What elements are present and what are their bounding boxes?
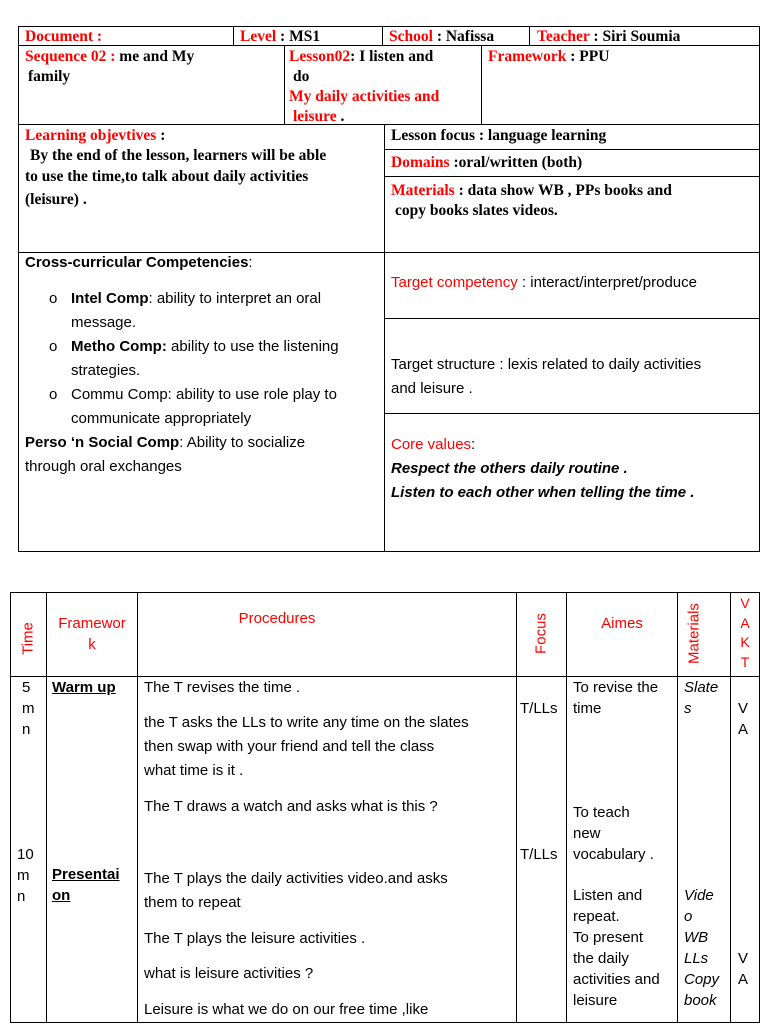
header-aimes: Aimes [601, 615, 643, 632]
target-competency-value: : interact/interpret/produce [517, 274, 697, 291]
header-framework-line2: k [88, 636, 96, 653]
materials [391, 181, 756, 221]
core-values-label: Core values [391, 436, 472, 453]
procedure-step-line: what time is it . [144, 762, 244, 779]
aim-line: the daily [573, 950, 629, 967]
aim-revise [573, 677, 677, 719]
vakt-item: A [738, 971, 749, 988]
vakt-item: A [738, 721, 749, 738]
time-unit: m [22, 700, 35, 717]
time-warmup [22, 677, 35, 740]
framework-label: Framework [488, 48, 567, 65]
procedure-steps [144, 676, 514, 1022]
target-structure-line2: and leisure . [391, 380, 473, 397]
procedure-step: The T draws a watch and asks what is this ? [144, 798, 438, 815]
procedure-step [144, 711, 514, 783]
sequence-label: Sequence 02 : [25, 48, 116, 65]
aim-line: repeat. [573, 908, 620, 925]
header-vakt-t: T [740, 653, 750, 670]
materials-label: Materials [391, 182, 455, 199]
aim-line: Listen and [573, 887, 643, 904]
material-item: book [684, 992, 717, 1009]
lesson-value-line1: : I listen and [350, 48, 434, 65]
domains-label: Domains [391, 154, 450, 171]
aim-line: time [573, 700, 602, 717]
framework-value: PPU [579, 48, 610, 65]
core-values-line2: Listen to each other when telling the time . [391, 484, 695, 501]
competency-text-line2: strategies. [71, 362, 141, 379]
time-value: 10 [17, 846, 34, 863]
aim-line: To revise the [573, 679, 659, 696]
focus-presentation: T/LLs [520, 846, 558, 863]
procedure-step-line: then swap with your friend and tell the class [144, 738, 435, 755]
time-unit: n [17, 888, 26, 905]
competency-commu [25, 383, 383, 431]
header-materials: Materials [685, 603, 703, 664]
framework-presentation [52, 864, 120, 906]
lesson-title-line1: My daily activities and [289, 88, 440, 105]
aim-vocabulary [573, 802, 677, 865]
header-vakt-k: K [740, 634, 750, 650]
vakt-item: V [738, 700, 749, 717]
social-text-line1: : Ability to socialize [179, 434, 306, 451]
competency-list [25, 287, 383, 479]
vakt-item: V [738, 950, 749, 967]
core-values [391, 433, 756, 505]
school-field [389, 27, 494, 47]
domains-value: :oral/written (both) [449, 154, 583, 171]
bullet-icon: o [49, 338, 58, 355]
aim-line: To present [573, 929, 644, 946]
header-vakt-v: V [740, 595, 750, 611]
bullet-icon: o [49, 290, 58, 307]
aim-line: new [573, 825, 601, 842]
lesson-focus-label: Lesson focus : [391, 127, 485, 144]
sequence-value-line2: family [28, 68, 71, 85]
objectives-line3: (leisure) . [25, 191, 87, 208]
header-framework [47, 613, 137, 655]
header-time: Time [19, 622, 37, 655]
material-item: o [684, 908, 693, 925]
framework-sep: : [566, 48, 580, 65]
aim-line: leisure [573, 992, 618, 1009]
materials-value-line1: : data show WB , PPs books and [454, 182, 672, 199]
objectives-label-sep: : [156, 127, 166, 144]
target-structure-line1: Target structure : lexis related to daily activities [391, 356, 702, 373]
school-value: Nafissa [445, 28, 495, 45]
level-label: Level [240, 28, 277, 45]
materials-presentation [684, 885, 719, 1011]
time-value: 5 [22, 679, 31, 696]
target-competency [391, 271, 697, 295]
material-item: LLs [684, 950, 709, 967]
objectives-line2: to use the time,to talk about daily activities [25, 168, 309, 185]
lesson-label: Lesson02 [289, 48, 351, 65]
target-structure [391, 353, 756, 401]
competencies-title-sep: : [248, 254, 253, 271]
procedure-step: Leisure is what we do on our free time ,like [144, 1001, 429, 1018]
lesson-value-line2: do [293, 68, 310, 85]
competency-text-line2: message. [71, 314, 137, 331]
social-label: Perso ‘n Social Comp [25, 434, 180, 451]
teacher-sep: : [589, 28, 603, 45]
header-procedures: Procedures [238, 610, 316, 627]
competency-text-line2: communicate appropriately [71, 410, 252, 427]
procedure-step-line: the T asks the LLs to write any time on the slates [144, 714, 469, 731]
lesson-field [289, 47, 479, 127]
level-value: MS1 [289, 28, 321, 45]
framework-presentation-line1: Presentai [52, 866, 120, 883]
social-text-line2: through oral exchanges [25, 458, 182, 475]
school-sep: : [432, 28, 446, 45]
header-vakt-a: A [740, 614, 750, 631]
teacher-field [537, 27, 680, 47]
competency-social [25, 431, 383, 479]
competency-label: Intel Comp [71, 290, 149, 307]
competency-metho [25, 335, 383, 383]
competencies-title: Cross-curricular Competencies [25, 254, 249, 271]
objectives-line1: By the end of the lesson, learners will be able [30, 147, 327, 164]
competency-text-line1: Commu Comp: ability to use role play to [71, 386, 337, 403]
material-item: Slate [684, 679, 719, 696]
competency-intel [25, 287, 383, 335]
vakt-presentation [738, 948, 748, 990]
procedure-step [144, 867, 514, 915]
time-unit: m [17, 867, 30, 884]
lesson-focus [391, 126, 606, 146]
header-vakt [731, 594, 759, 672]
sequence-field [25, 47, 280, 87]
vakt-warmup [738, 698, 748, 740]
material-item: s [684, 700, 692, 717]
school-label: School [389, 28, 433, 45]
aim-listen [573, 885, 677, 1011]
aim-line: To teach [573, 804, 630, 821]
time-presentation [17, 844, 34, 907]
teacher-value: Siri Soumia [602, 28, 681, 45]
lesson-title-line2: leisure [293, 108, 337, 125]
procedure-step: The T revises the time . [144, 679, 301, 696]
procedure-step-line: The T plays the daily activities video.and asks [144, 870, 448, 887]
core-values-sep: : [471, 436, 476, 453]
core-values-line1: Respect the others daily routine . [391, 460, 628, 477]
target-competency-label: Target competency [391, 274, 518, 291]
level-field [240, 27, 320, 47]
lesson-title-end: . [336, 108, 345, 125]
competency-label: Metho Comp: [71, 338, 167, 355]
level-sep: : [276, 28, 290, 45]
sequence-value-line1: me and My [115, 48, 195, 65]
time-unit: n [22, 721, 31, 738]
competency-text-line1: ability to use the listening [166, 338, 339, 355]
teacher-label: Teacher [537, 28, 590, 45]
framework-warmup: Warm up [52, 679, 116, 696]
aim-line: vocabulary . [573, 846, 654, 863]
document-label: Document : [25, 28, 103, 45]
focus-warmup: T/LLs [520, 700, 558, 717]
procedure-step-line: them to repeat [144, 894, 241, 911]
document-field [25, 27, 102, 47]
aim-line: activities and [573, 971, 660, 988]
header-focus: Focus [532, 613, 550, 654]
lesson-focus-value: language learning [484, 127, 607, 144]
domains [391, 153, 582, 173]
procedure-step: what is leisure activities ? [144, 965, 314, 982]
material-item: Vide [684, 887, 714, 904]
framework-field [488, 47, 609, 67]
learning-objectives [25, 126, 380, 210]
competency-text-line1: : ability to interpret an oral [148, 290, 322, 307]
material-item: Copy [684, 971, 720, 988]
cross-curricular-competencies [25, 251, 383, 275]
material-item: WB [684, 929, 709, 946]
materials-value-line2: copy books slates videos. [395, 202, 558, 219]
header-framework-line1: Framewor [58, 615, 126, 632]
objectives-label: Learning objevtives [25, 127, 157, 144]
procedure-step: The T plays the leisure activities . [144, 930, 366, 947]
framework-presentation-line2: on [52, 887, 71, 904]
bullet-icon: o [49, 386, 58, 403]
materials-warmup [684, 677, 718, 719]
